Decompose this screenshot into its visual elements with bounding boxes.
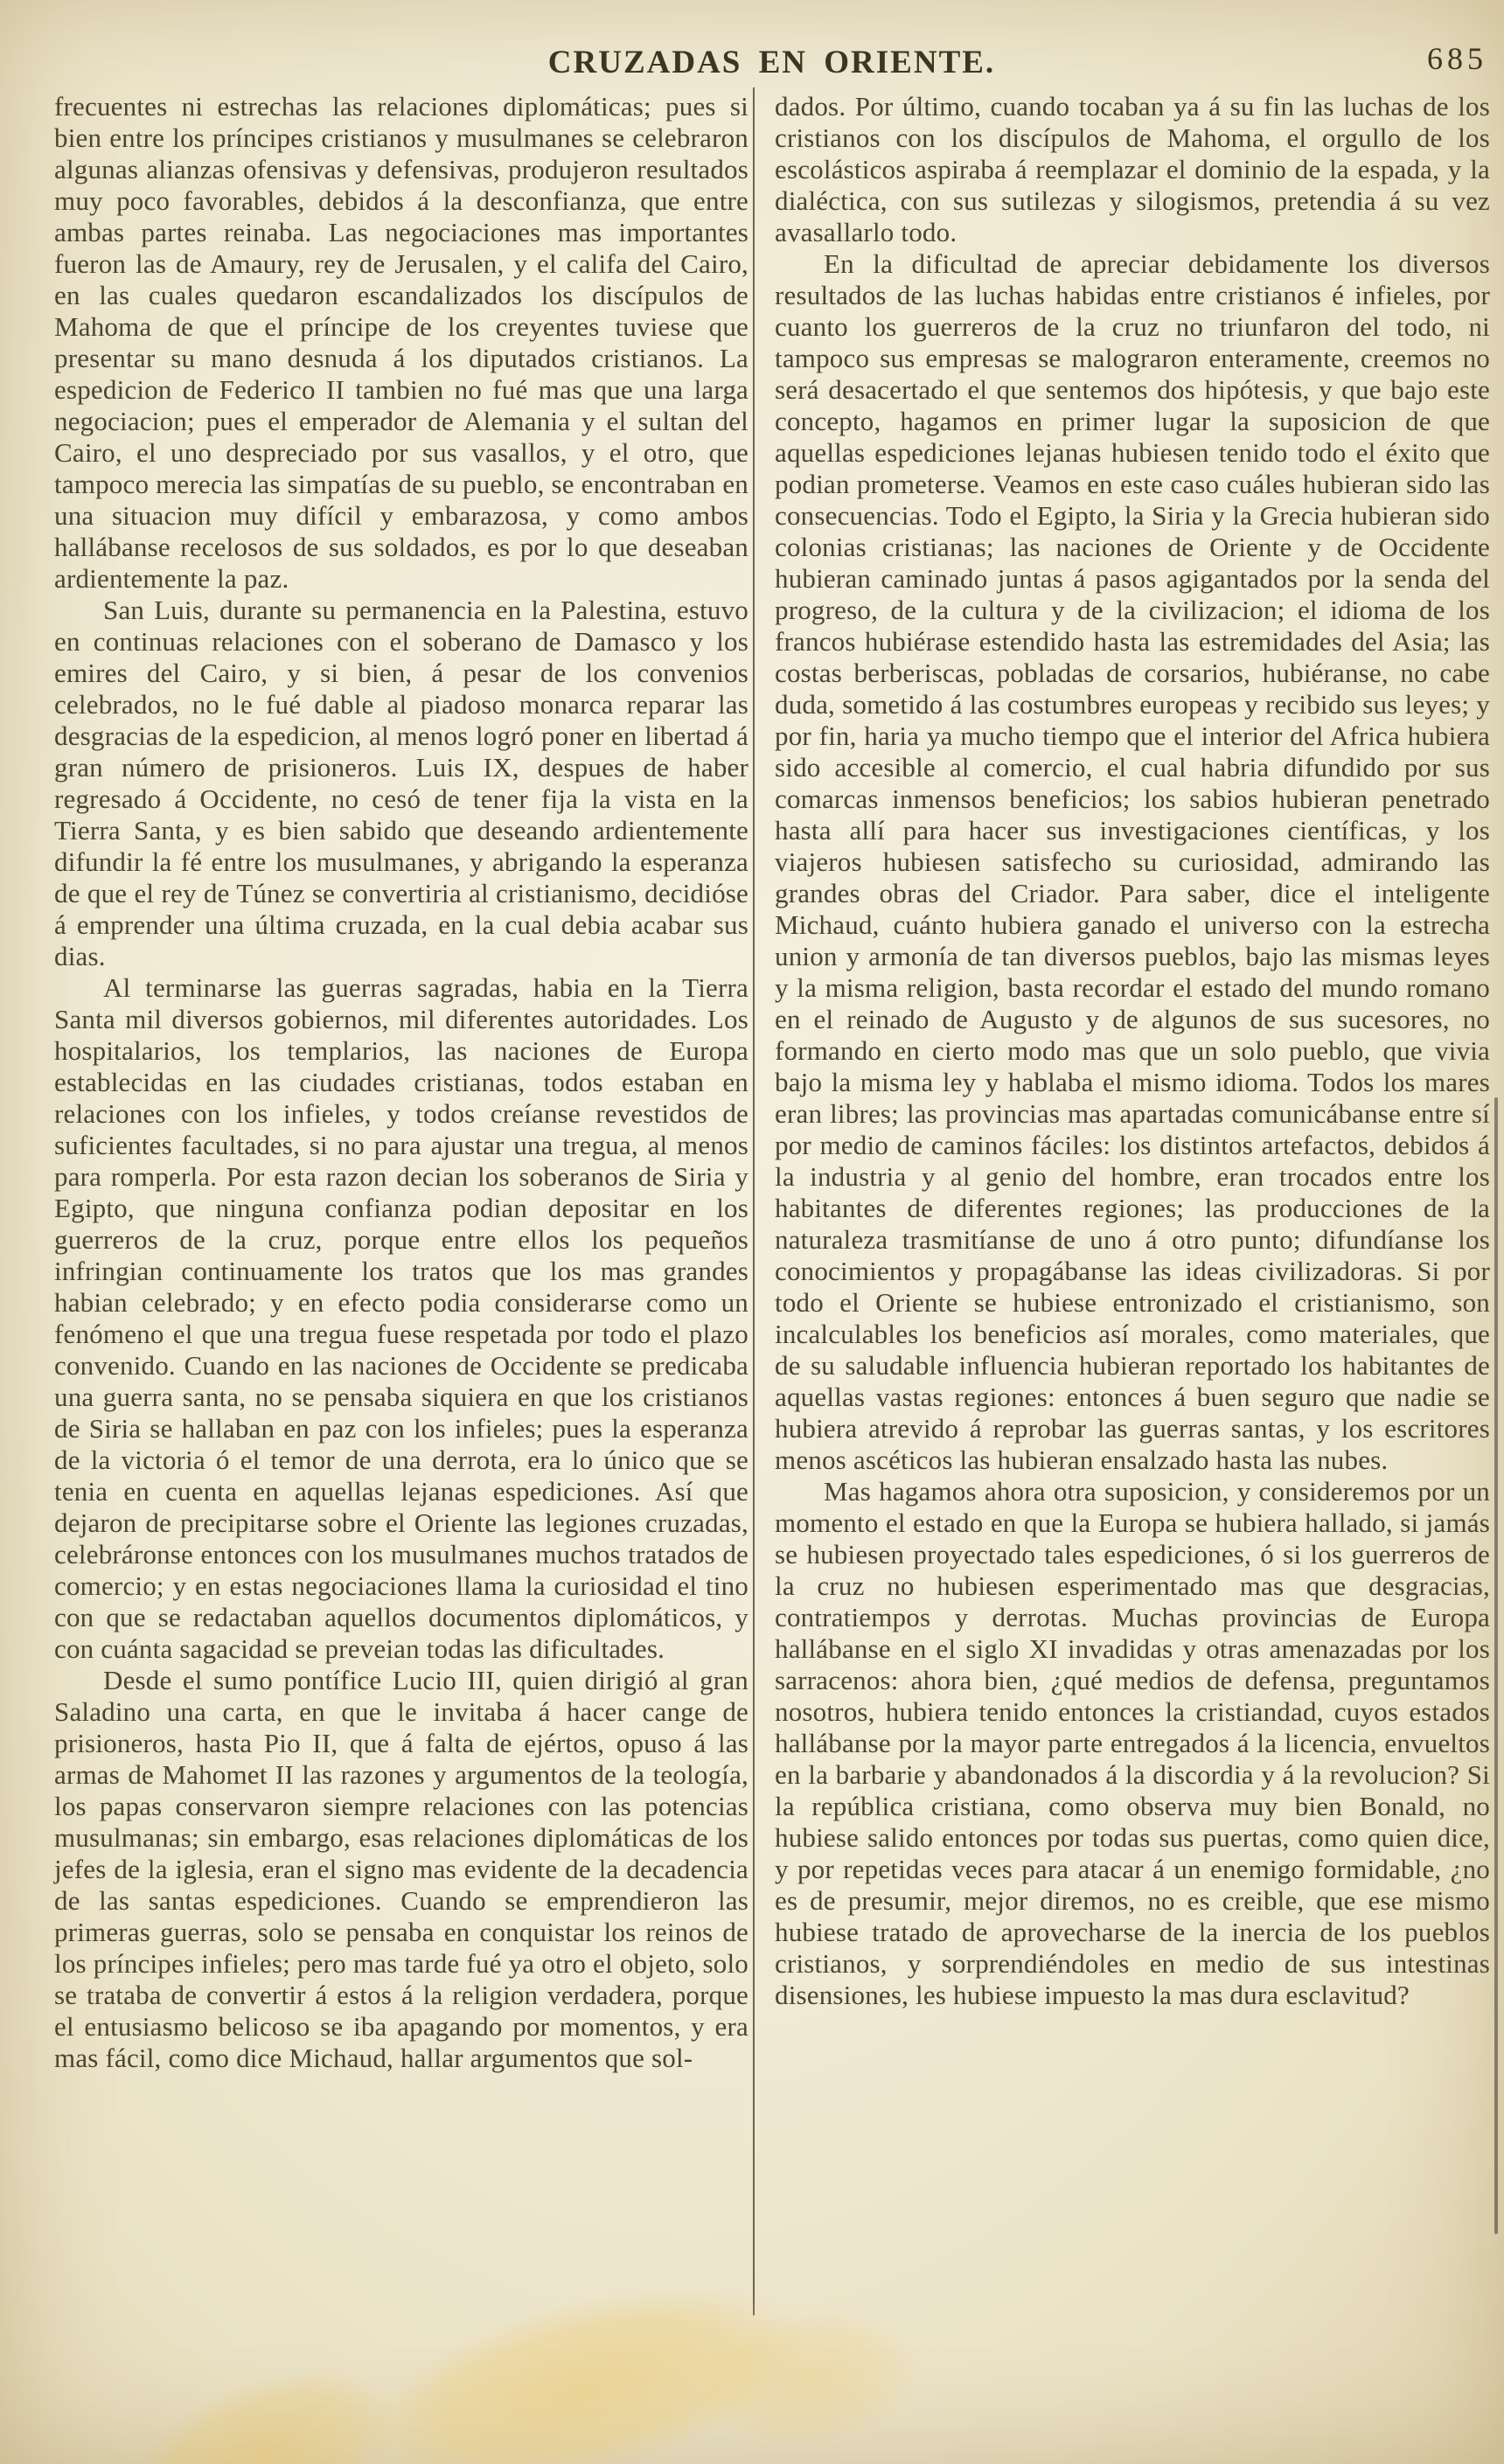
scan-edge-artifact (1494, 1097, 1498, 2234)
paper-stain-main (270, 2205, 902, 2464)
running-head (52, 41, 1491, 84)
column-divider-rule (753, 87, 755, 2315)
running-title: CRUZADAS EN ORIENTE. (547, 45, 996, 80)
left-paragraph-2: San Luis, durante su permanencia en la Palestina, estuvo en continuas relaciones con el soberano de Damasco y los emires del Cairo, y si bien, á pesar de los convenios celebrados, no le fué dable al piadoso monarca reparar las desgracias de la espedicion, al menos logró poner en libertad á gran número de prisioneros. Luis IX, despues de haber regresado á Occidente, no cesó de tener fija la vista en la Tierra Santa, y es bien sabido que deseando ardientemente difundir la fé entre los musulmanes, y abrigando la esperanza de que el rey de Túnez se convertiria al cristianismo, decidióse á emprender una última cruzada, en la cual debia acabar sus dias. (54, 595, 749, 971)
right-paragraph-1: dados. Por último, cuando tocaban ya á su fin las luchas de los cristianos con los discípulos de Mahoma, el orgullo de los escolásticos aspiraba á reemplazar el dominio de la espada, y la dialéctica, con sus sutilezas y silogismos, pretendia á su vez avasallarlo todo. (775, 91, 1490, 247)
left-paragraph-3: Al terminarse las guerras sagradas, habia en la Tierra Santa mil diversos gobiernos, mil diferentes autoridades. Los hospitalarios, los templarios, las naciones de Europa establecidas en las ciudades cristianas, todos estaban en relaciones con los infieles, y todos creíanse revestidos de suficientes facultades, si no para ajustar una tregua, al menos para romperla. Por esta razon decian los soberanos de Siria y Egipto, que ninguna confianza podian depositar en los guerreros de la cruz, porque entre ellos los pequeños infringian continuamente los tratos que los mas grandes habian celebrado; y en efecto podia considerarse como un fenómeno el que una tregua fuese respetada por todo el plazo convenido. Cuando en las naciones de Occidente se predicaba una guerra santa, no se pensaba siquiera en que los cristianos de Siria se hallaban en paz con los infieles; pues la esperanza de la victoria ó el temor de una derrota, era lo único que se tenia en cuenta en aquellas lejanas espediciones. Así que dejaron de precipitarse sobre el Oriente las legiones cruzadas, celebráronse entonces con los musulmanes muchos tratados de comercio; y en estas negociaciones llama la curiosidad el tino con que se redactaban aquellos documentos diplomáticos, y con cuánta sagacidad se preveian todas las dificultades. (54, 972, 749, 1664)
left-paragraph-1: frecuentes ni estrechas las relaciones diplomáticas; pues si bien entre los príncipes cristianos y musulmanes se celebraron algunas alianzas ofensivas y defensivas, produjeron resultados muy poco favorables, debidos á la desconfianza, que entre ambas partes reinaba. Las negociaciones mas importantes fueron las de Amaury, rey de Jerusalen, y el califa del Cairo, en las cuales quedaron escandalizados los discípulos de Mahoma de que el príncipe de los creyentes tuviese que presentar su mano desnuda á los diputados cristianos. La espedicion de Federico II tambien no fué mas que una larga negociacion; pues el emperador de Alemania y el sultan del Cairo, el uno despreciado por sus vasallos, y el otro, que tampoco merecia las simpatías de su pueblo, se encontraban en una situacion muy difícil y embarazosa, y como ambos hallábanse recelosos de sus soldados, es por lo que deseaban ardientemente la paz. (54, 91, 749, 594)
right-paragraph-3: Mas hagamos ahora otra suposicion, y consideremos por un momento el estado en que la Europa se hubiera hallado, si jamás se hubiesen proyectado tales espediciones, ó si los guerreros de la cruz no hubiesen esperimentado mas que desgracias, contratiempos y derrotas. Muchas provincias de Europa hallábanse en el siglo XI invadidas y otras amenazadas por los sarracenos: ahora bien, ¿qué medios de defensa, preguntamos nosotros, hubiera tenido entonces la cristiandad, cuyos estados hallábanse por la mayor parte entregados á la licencia, envueltos en la barbarie y abandonados á la discordia y á la revolucion? Si la república cristiana, como observa muy bien Bonald, no hubiese salido entonces por todas sus puertas, como quien dice, y por repetidas veces para atacar á un enemigo formidable, ¿no es de presumir, mejor diremos, no es creible, que ese mismo hubiese tratado de aprovecharse de la inercia de los pueblos cristianos, y sorprendiéndoles en medio de sus intestinas disensiones, les hubiese impuesto la mas dura esclavitud? (775, 1476, 1490, 2010)
left-paragraph-4: Desde el sumo pontífice Lucio III, quien dirigió al gran Saladino una carta, en que le invitaba á hacer cange de prisioneros, hasta Pio II, que á falta de ejértos, opuso á las armas de Mahomet II las razones y argumentos de la teología, los papas conservaron siempre relaciones con las potencias musulmanas; sin embargo, esas relaciones diplomáticas de los jefes de la iglesia, eran el signo mas evidente de la decadencia de las santas espediciones. Cuando se emprendieron las primeras guerras, solo se pensaba en conquistar los reinos de los príncipes infieles; pero mas tarde fué ya otro el objeto, solo se trataba de convertir á estos á la religion verdadera, porque el entusiasmo belicoso se iba apagando por momentos, y era mas fácil, como dice Michaud, hallar argumentos que sol- (54, 1665, 749, 2073)
paper-stain-right (654, 2272, 964, 2464)
page-number: 685 (1427, 41, 1487, 76)
paper-stain-tail (56, 2299, 469, 2464)
right-column (775, 91, 1490, 2011)
right-paragraph-2: En la dificultad de apreciar debidamente los diversos resultados de las luchas habidas entre cristianos é infieles, por cuanto los guerreros de la cruz no triunfaron del todo, ni tampoco sus empresas se malograron enteramente, creemos no será desacertado el que sentemos dos hipótesis, y que bajo este concepto, hagamos en primer lugar la suposicion de que aquellas espediciones lejanas hubiesen tenido todo el éxito que podian prometerse. Veamos en este caso cuáles hubieran sido las consecuencias. Todo el Egipto, la Siria y la Grecia hubieran sido colonias cristianas; las naciones de Oriente y de Occidente hubieran caminado juntas á pasos agigantados por la senda del progreso, de la cultura y de la civilizacion; el idioma de los francos hubiérase estendido hasta las estremidades del Asia; las costas berberiscas, pobladas de corsarios, hubiéranse, no cabe duda, sometido á las costumbres europeas y recibido sus leyes; y por fin, haria ya mucho tiempo que el interior del Africa hubiera sido accesible al comercio, el cual habria difundido por sus comarcas inmensos beneficios; los sabios hubieran penetrado hasta allí para hacer sus investigaciones científicas, y los viajeros hubiesen satisfecho su curiosidad, admirando las grandes obras del Criador. Para saber, dice el inteligente Michaud, cuánto hubiera ganado el universo con la estrecha union y armonía de tan diversos pueblos, bajo las mismas leyes y la misma religion, basta recordar el estado del mundo romano en el reinado de Augusto y de algunos de sus sucesores, no formando en cierto modo mas que un solo pueblo, que vivia bajo la misma ley y hablaba el mismo idioma. Todos los mares eran libres; las provincias mas apartadas comunicábanse entre sí por medio de caminos fáciles: los distintos artefactos, debidos á la industria y al genio del hombre, eran trocados entre los habitantes de diferentes regiones; las producciones de la naturaleza trasmitíanse de uno á otro punto; difundíanse los conocimientos y propagábanse las ideas civilizadoras. Si por todo el Oriente se hubiese entronizado el cristianismo, son incalculables los beneficios así morales, como materiales, que de su saludable influencia hubieran reportado los habitantes de aquellas vastas regiones: entonces á buen seguro que nadie se hubiera atrevido á reprobar las guerras santas, y los escritores menos ascéticos las hubieran ensalzado hasta las nubes. (775, 248, 1490, 1475)
left-column (54, 91, 749, 2074)
